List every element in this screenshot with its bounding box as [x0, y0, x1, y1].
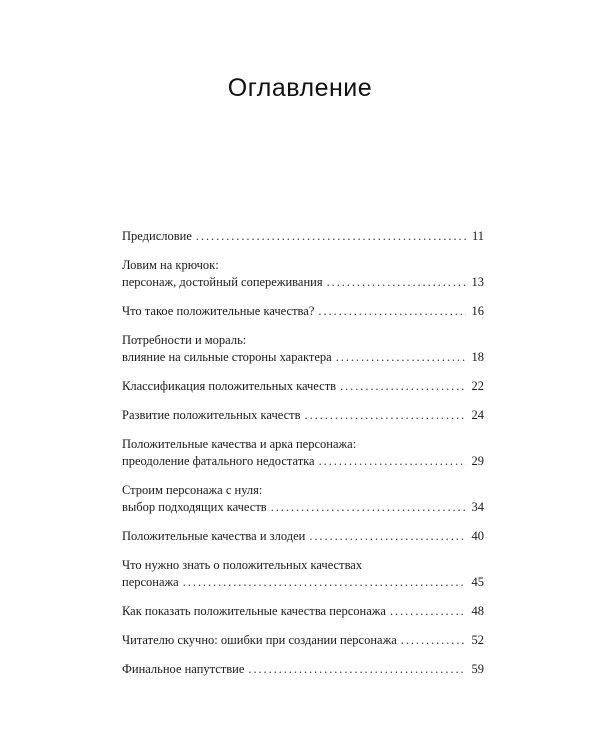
toc-entry[interactable]: [122, 482, 484, 516]
toc-entry-title-line: Как показать положительные качества персонажа: [122, 604, 386, 618]
toc-entry-row: [122, 528, 484, 545]
toc-page-number: 45: [471, 575, 484, 589]
toc-entry-title-line: выбор подходящих качеств: [122, 500, 267, 514]
toc-entry-title-line: Что такое положительные качества?: [122, 304, 315, 318]
toc-entry-title-line: Что нужно знать о положительных качествах: [122, 558, 363, 572]
toc-entry-title-line: Развитие положительных качеств: [122, 408, 301, 422]
toc-entry[interactable]: [122, 436, 484, 470]
table-of-contents: [122, 228, 484, 678]
toc-entry-row: [122, 499, 484, 516]
toc-entry[interactable]: [122, 528, 484, 545]
toc-page-number: 40: [471, 529, 484, 543]
toc-entry[interactable]: [122, 661, 484, 678]
dot-leader: [248, 661, 466, 678]
toc-entry-row: [122, 378, 484, 395]
toc-entry-title-line: Положительные качества и арка персонажа:: [122, 437, 357, 451]
toc-entry-title-line: Потребности и мораль:: [122, 333, 247, 347]
toc-entry-title-line: Читателю скучно: ошибки при создании персонажа: [122, 633, 397, 647]
toc-entry-row: [122, 274, 484, 291]
toc-entry-title-line: Строим персонажа с нуля:: [122, 483, 263, 497]
dot-leader: [319, 453, 466, 470]
toc-page-number: 29: [471, 454, 484, 468]
dot-leader: [401, 632, 466, 649]
toc-entry-row: [122, 632, 484, 649]
toc-entry[interactable]: [122, 228, 484, 245]
toc-entry-title-line: Финальное напутствие: [122, 662, 245, 676]
dot-leader: [336, 349, 466, 366]
toc-entry[interactable]: [122, 303, 484, 320]
toc-entry-row: [122, 407, 484, 424]
dot-leader: [390, 603, 466, 620]
toc-entry-title-line: персонажа: [122, 575, 179, 589]
toc-entry-row: [122, 574, 484, 591]
dot-leader: [196, 228, 466, 245]
dot-leader: [271, 499, 466, 516]
toc-page-number: 34: [471, 500, 484, 514]
toc-entry[interactable]: [122, 603, 484, 620]
toc-page-number: 59: [471, 662, 484, 676]
toc-entry-title-line: влияние на сильные стороны характера: [122, 350, 332, 364]
toc-entry-title-line: Положительные качества и злодеи: [122, 529, 306, 543]
toc-entry-row: [122, 303, 484, 320]
toc-entry-row: [122, 349, 484, 366]
toc-page-number: 11: [471, 229, 484, 243]
toc-page-number: 24: [471, 408, 484, 422]
toc-entry-title-line: персонаж, достойный сопереживания: [122, 275, 323, 289]
dot-leader: [340, 378, 466, 395]
dot-leader: [305, 407, 466, 424]
page-title: Оглавление: [227, 74, 373, 102]
dot-leader: [327, 274, 466, 291]
toc-entry[interactable]: [122, 257, 484, 291]
toc-entry[interactable]: [122, 332, 484, 366]
toc-entry-title-line: Классификация положительных качеств: [122, 379, 337, 393]
toc-page-number: 16: [471, 304, 484, 318]
dot-leader: [318, 303, 466, 320]
toc-page-number: 18: [471, 350, 484, 364]
toc-entry-title-line: Ловим на крючок:: [122, 258, 219, 272]
toc-entry[interactable]: [122, 407, 484, 424]
toc-entry-row: [122, 453, 484, 470]
toc-entry[interactable]: [122, 378, 484, 395]
toc-entry-row: [122, 603, 484, 620]
toc-page-number: 48: [471, 604, 484, 618]
toc-entry[interactable]: [122, 632, 484, 649]
toc-entry-title-line: Предисловие: [122, 229, 192, 243]
toc-entry[interactable]: [122, 557, 484, 591]
toc-page-number: 22: [471, 379, 484, 393]
toc-entry-row: [122, 661, 484, 678]
dot-leader: [183, 574, 466, 591]
toc-entry-row: [122, 228, 484, 245]
toc-page-number: 52: [471, 633, 484, 647]
dot-leader: [309, 528, 466, 545]
toc-page-number: 13: [471, 275, 484, 289]
toc-entry-title-line: преодоление фатального недостатка: [122, 454, 315, 468]
